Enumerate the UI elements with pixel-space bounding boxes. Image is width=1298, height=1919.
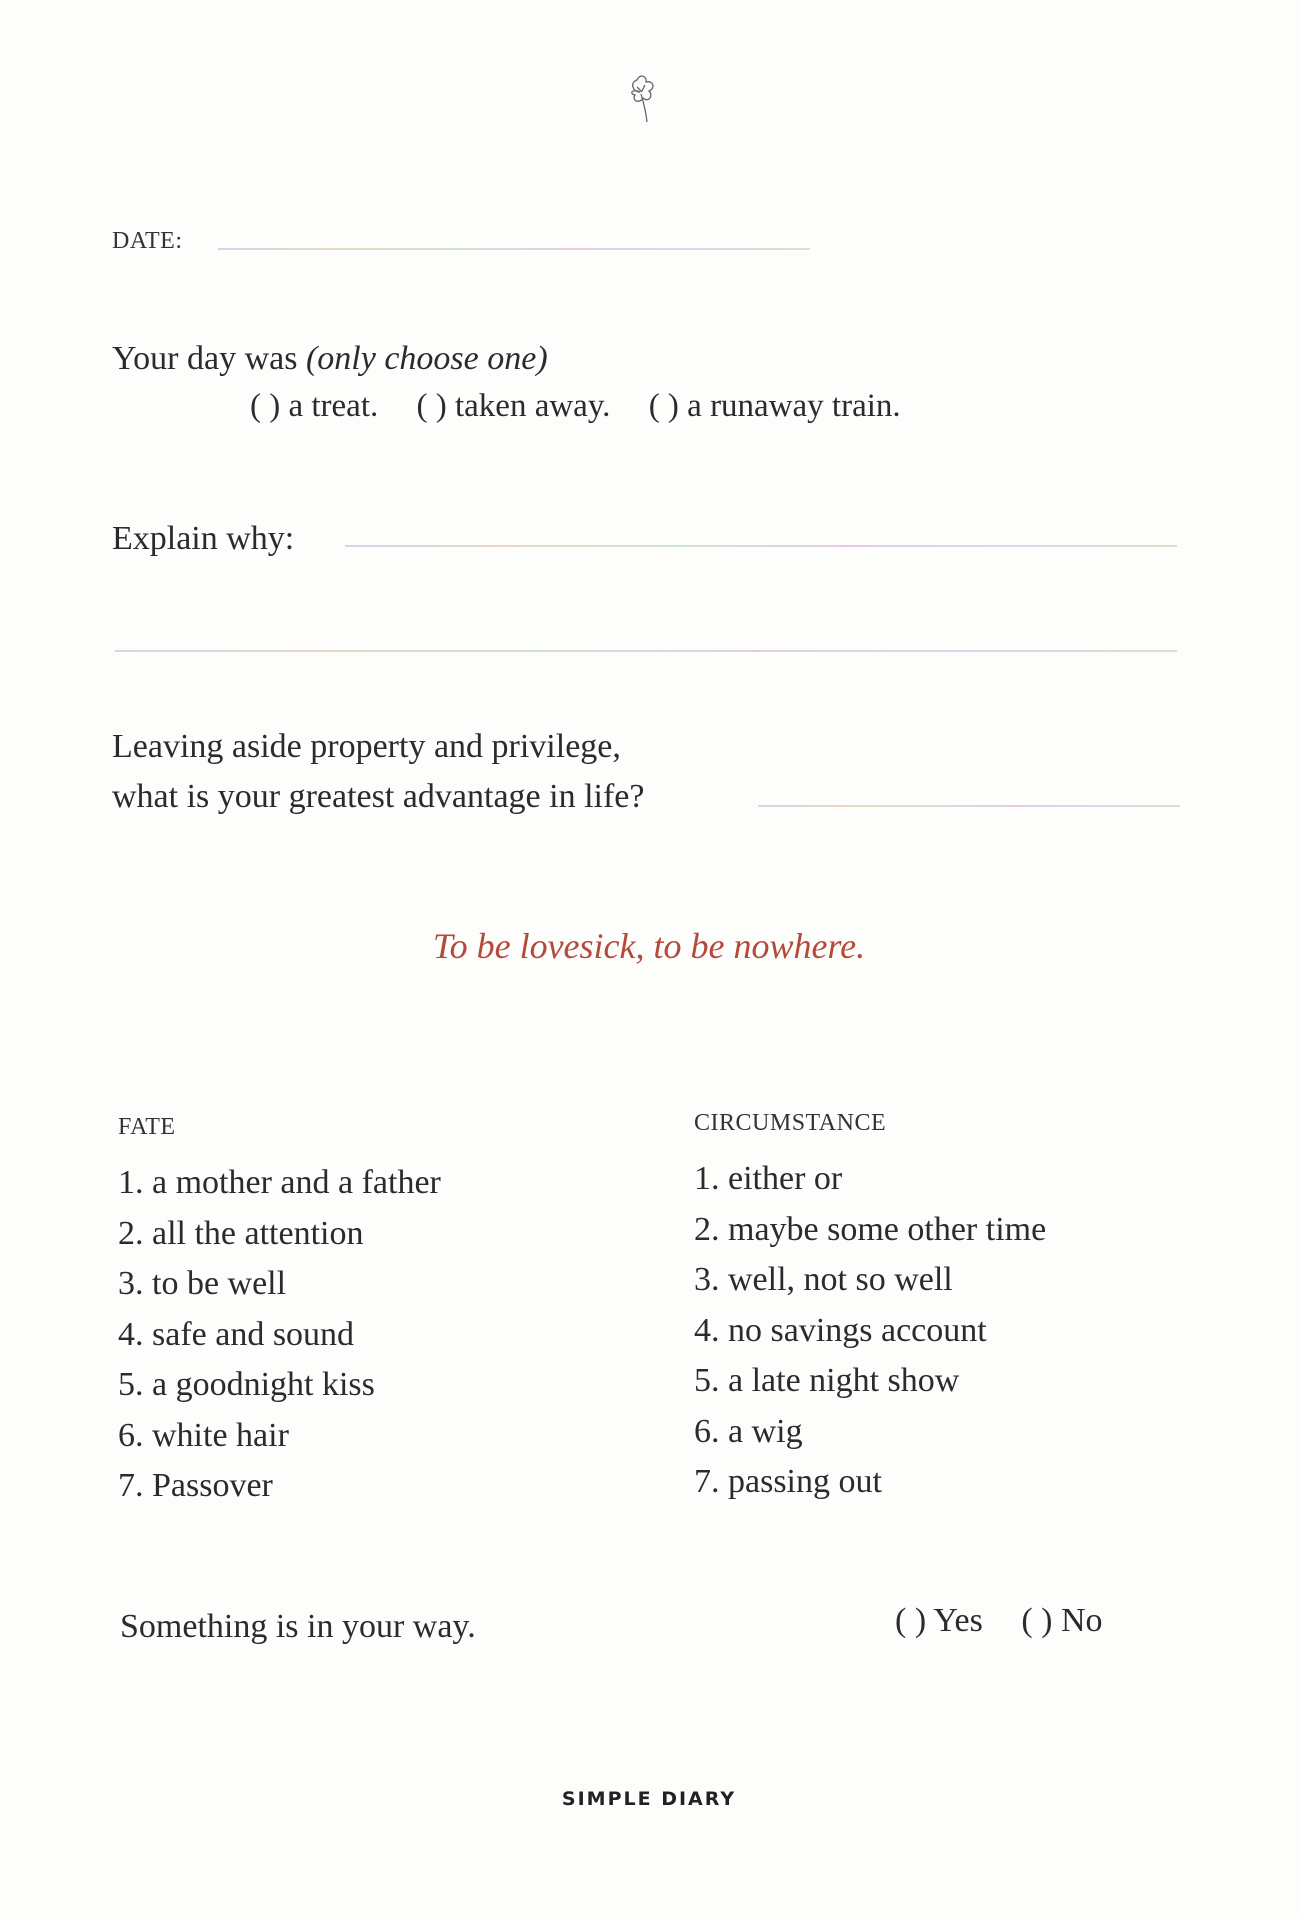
obstacle-statement: Something is in your way.	[120, 1608, 476, 1645]
day-prompt: Your day was	[112, 340, 298, 377]
list-item: 6. white hair	[118, 1416, 289, 1454]
advantage-field[interactable]	[758, 805, 1180, 807]
list-item: 5. a late night show	[694, 1362, 960, 1399]
obstacle-options	[895, 1602, 1103, 1640]
day-question	[112, 340, 548, 378]
list-item: 1. either or	[694, 1160, 843, 1197]
quote: To be lovesick, to be nowhere.	[432, 926, 866, 966]
option-treat[interactable]: ( ) a treat.	[250, 388, 379, 424]
list-item: 2. maybe some other time	[694, 1210, 1047, 1248]
list-item: 6. a wig	[694, 1412, 803, 1450]
list-item: 1. a mother and a father	[118, 1164, 441, 1201]
list-item: 3. to be well	[118, 1265, 287, 1302]
circumstance-heading: CIRCUMSTANCE	[694, 1110, 887, 1136]
day-hint: (only choose one)	[305, 340, 548, 377]
fate-heading: FATE	[118, 1114, 176, 1140]
list-item: 2. all the attention	[118, 1214, 364, 1252]
option-yes[interactable]: ( ) Yes	[895, 1602, 983, 1639]
option-runaway-train[interactable]: ( ) a runaway train.	[648, 388, 901, 424]
footer-title: SIMPLE DIARY	[561, 1788, 737, 1810]
advantage-question-line-2: what is your greatest advantage in life?	[112, 778, 645, 815]
option-taken-away[interactable]: ( ) taken away.	[416, 388, 611, 424]
explain-field-line-1[interactable]	[345, 545, 1177, 547]
list-item: 7. passing out	[694, 1463, 882, 1500]
day-options	[250, 388, 901, 425]
list-item: 3. well, not so well	[694, 1261, 953, 1298]
fate-list	[118, 1158, 441, 1512]
explain-label: Explain why:	[112, 520, 295, 557]
clover-icon	[620, 70, 664, 126]
list-item: 5. a goodnight kiss	[118, 1366, 375, 1403]
advantage-question-line-1: Leaving aside property and privilege,	[112, 728, 621, 765]
list-item: 4. safe and sound	[118, 1315, 355, 1353]
option-no[interactable]: ( ) No	[1021, 1602, 1103, 1639]
list-item: 7. Passover	[118, 1467, 273, 1504]
list-item: 4. no savings account	[694, 1311, 987, 1349]
circumstance-list	[694, 1154, 1046, 1508]
date-label: DATE:	[112, 228, 183, 254]
explain-field-line-2[interactable]	[115, 650, 1177, 652]
date-field[interactable]	[218, 248, 810, 250]
